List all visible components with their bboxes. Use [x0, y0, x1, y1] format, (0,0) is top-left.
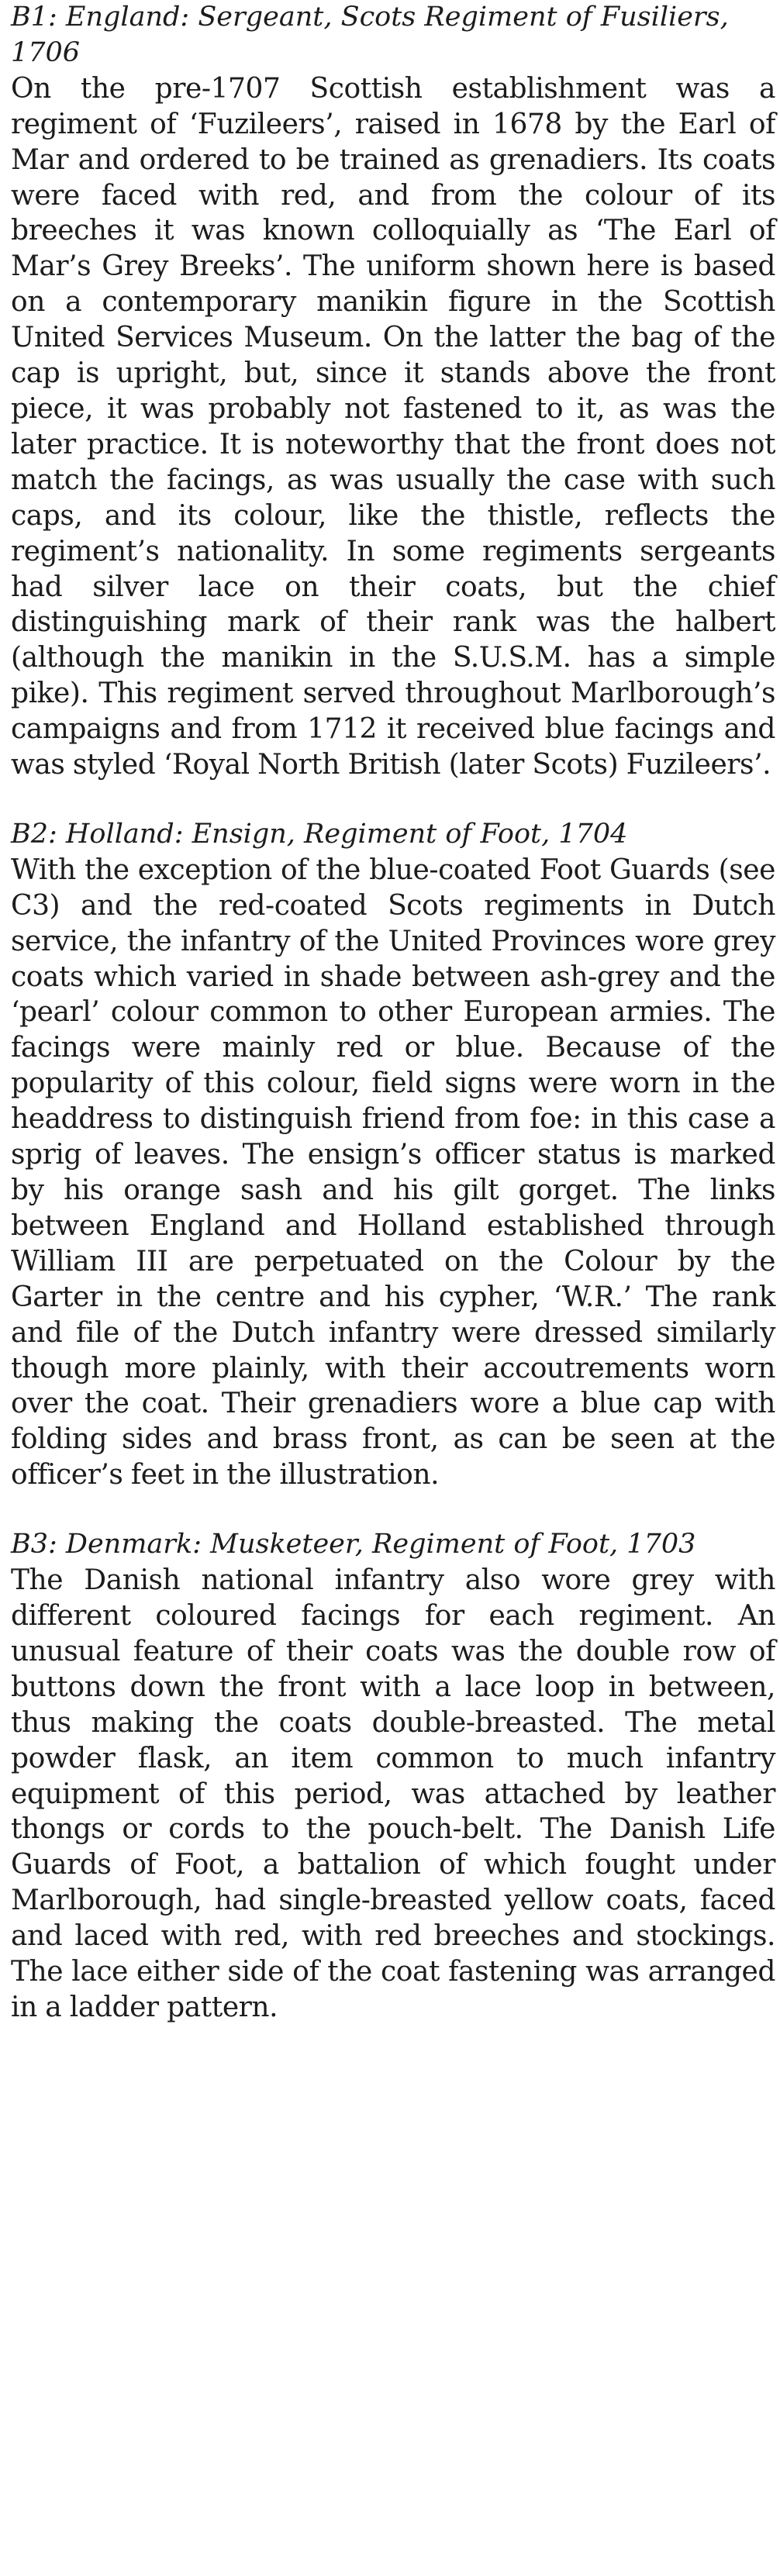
section-divider	[11, 1493, 775, 1527]
section-heading: B3: Denmark: Musketeer, Regiment of Foot, 1703	[11, 1529, 696, 1560]
section-b3	[11, 1527, 775, 2026]
section-body: With the exception of the blue-coated Foot Guards (see C3) and the red-coated Scots regiments in Dutch service, the infantry of the United Provinces wore grey coats which varied in shade between ash-grey and the ‘pearl’ colour common to other European armies. The facings were mainly red or blue. Because of the popularity of this colour, field signs were worn in the headdress to distinguish friend from foe: in this case a sprig of leaves. The ensign’s officer status is marked by his orange sash and his gilt gorget. The links between England and Holland established through William III are perpetuated on the Colour by the Garter in the centre and his cypher, ‘W.R.’ The rank and file of the Dutch infantry were dressed similarly though more plainly, with their accoutrements worn over the coat. Their grenadiers wore a blue cap with folding sides and brass front, as can be seen at the officer’s feet in the illustration.	[11, 853, 775, 1491]
document-page	[11, 0, 775, 2026]
section-body: The Danish national infantry also wore grey with different coloured facings for each regiment. An unusual feature of their coats was the double row of buttons down the front with a lace loop in between, thus making the coats double-breasted. The metal powder flask, an item common to much infantry equipment of this period, was attached by leather thongs or cords to the pouch-belt. The Danish Life Guards of Foot, a battalion of which fought under Marlborough, had single-breasted yellow coats, faced and laced with red, with red breeches and stockings. The lace either side of the coat fastening was arranged in a ladder pattern.	[11, 1564, 775, 2023]
section-b2	[11, 817, 775, 1493]
section-b1	[11, 0, 775, 783]
section-heading: B2: Holland: Ensign, Regiment of Foot, 1704	[11, 818, 628, 850]
section-body: On the pre-1707 Scottish establishment was a regiment of ‘Fuzileers’, raised in 1678 by the Earl of Mar and ordered to be trained as grenadiers. Its coats were faced with red, and from the colour of its breeches it was known colloquially as ‘The Earl of Mar’s Grey Breeks’. The uniform shown here is based on a contemporary manikin figure in the Scottish United Services Museum. On the latter the bag of the cap is upright, but, since it stands above the front piece, it was probably not fastened to it, as was the later practice. It is noteworthy that the front does not match the facings, as was usually the case with such caps, and its colour, like the thistle, reflects the regiment’s nationality. In some regiments sergeants had silver lace on their coats, but the chief distinguishing mark of their rank was the halbert (although the manikin in the S.U.S.M. has a simple pike). This regiment served throughout Marlborough’s campaigns and from 1712 it received blue facings and was styled ‘Royal North British (later Scots) Fuzileers’.	[11, 72, 775, 781]
section-divider	[11, 783, 775, 817]
section-heading: B1: England: Sergeant, Scots Regiment of Fusiliers, 1706	[11, 2, 729, 68]
